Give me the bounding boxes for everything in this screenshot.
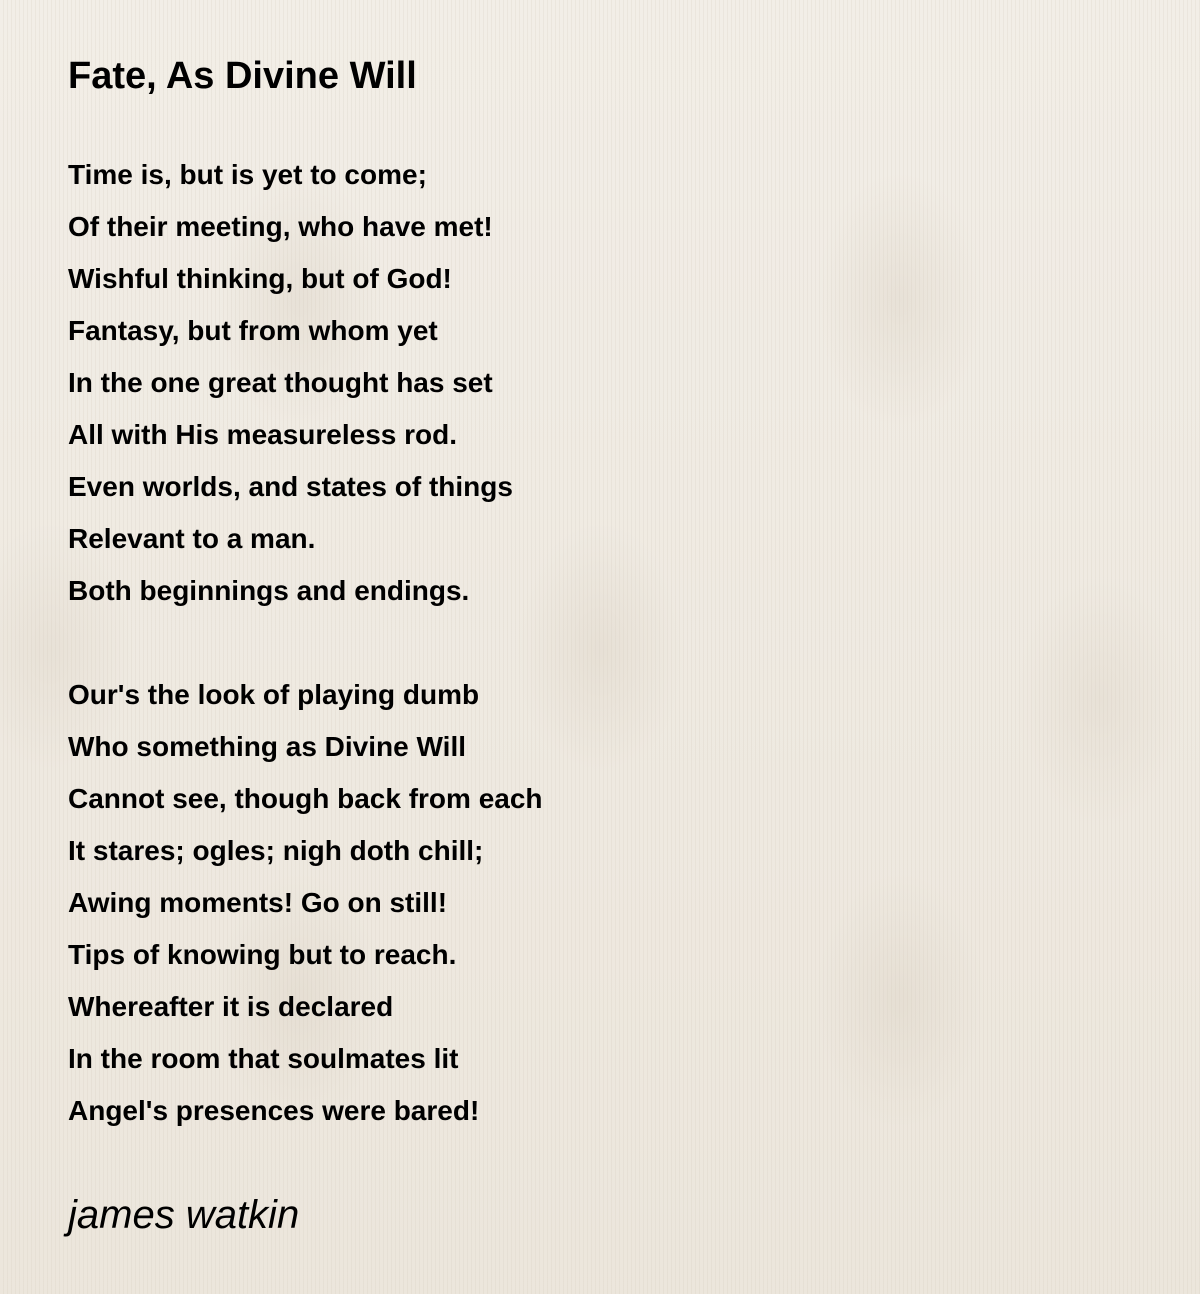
poem-line: In the one great thought has set (68, 367, 493, 398)
poem-title: Fate, As Divine Will (68, 55, 417, 97)
poem-line: Our's the look of playing dumb (68, 679, 480, 710)
poem-line: Fantasy, but from whom yet (68, 315, 438, 346)
poem-line: All with His measureless rod. (68, 419, 458, 450)
stanza (68, 152, 543, 620)
poem-line: Awing moments! Go on still! (68, 887, 448, 918)
poem-line: Even worlds, and states of things (68, 471, 513, 502)
poem-line: Angel's presences were bared! (68, 1095, 480, 1126)
poem-line: Tips of knowing but to reach. (68, 939, 457, 970)
stanza (68, 672, 543, 1140)
poem-body (68, 152, 543, 1140)
poem-line: Whereafter it is declared (68, 991, 394, 1022)
poem-line: Relevant to a man. (68, 523, 316, 554)
poem-line: Time is, but is yet to come; (68, 159, 427, 190)
poem-line: Who something as Divine Will (68, 731, 467, 762)
poem-line: Wishful thinking, but of God! (68, 263, 452, 294)
poem-line: Of their meeting, who have met! (68, 211, 493, 242)
poem-line: Both beginnings and endings. (68, 575, 470, 606)
poem-line: It stares; ogles; nigh doth chill; (68, 835, 484, 866)
poem-author: james watkin (68, 1193, 300, 1237)
poem-line: In the room that soulmates lit (68, 1043, 459, 1074)
poem-line: Cannot see, though back from each (68, 783, 543, 814)
